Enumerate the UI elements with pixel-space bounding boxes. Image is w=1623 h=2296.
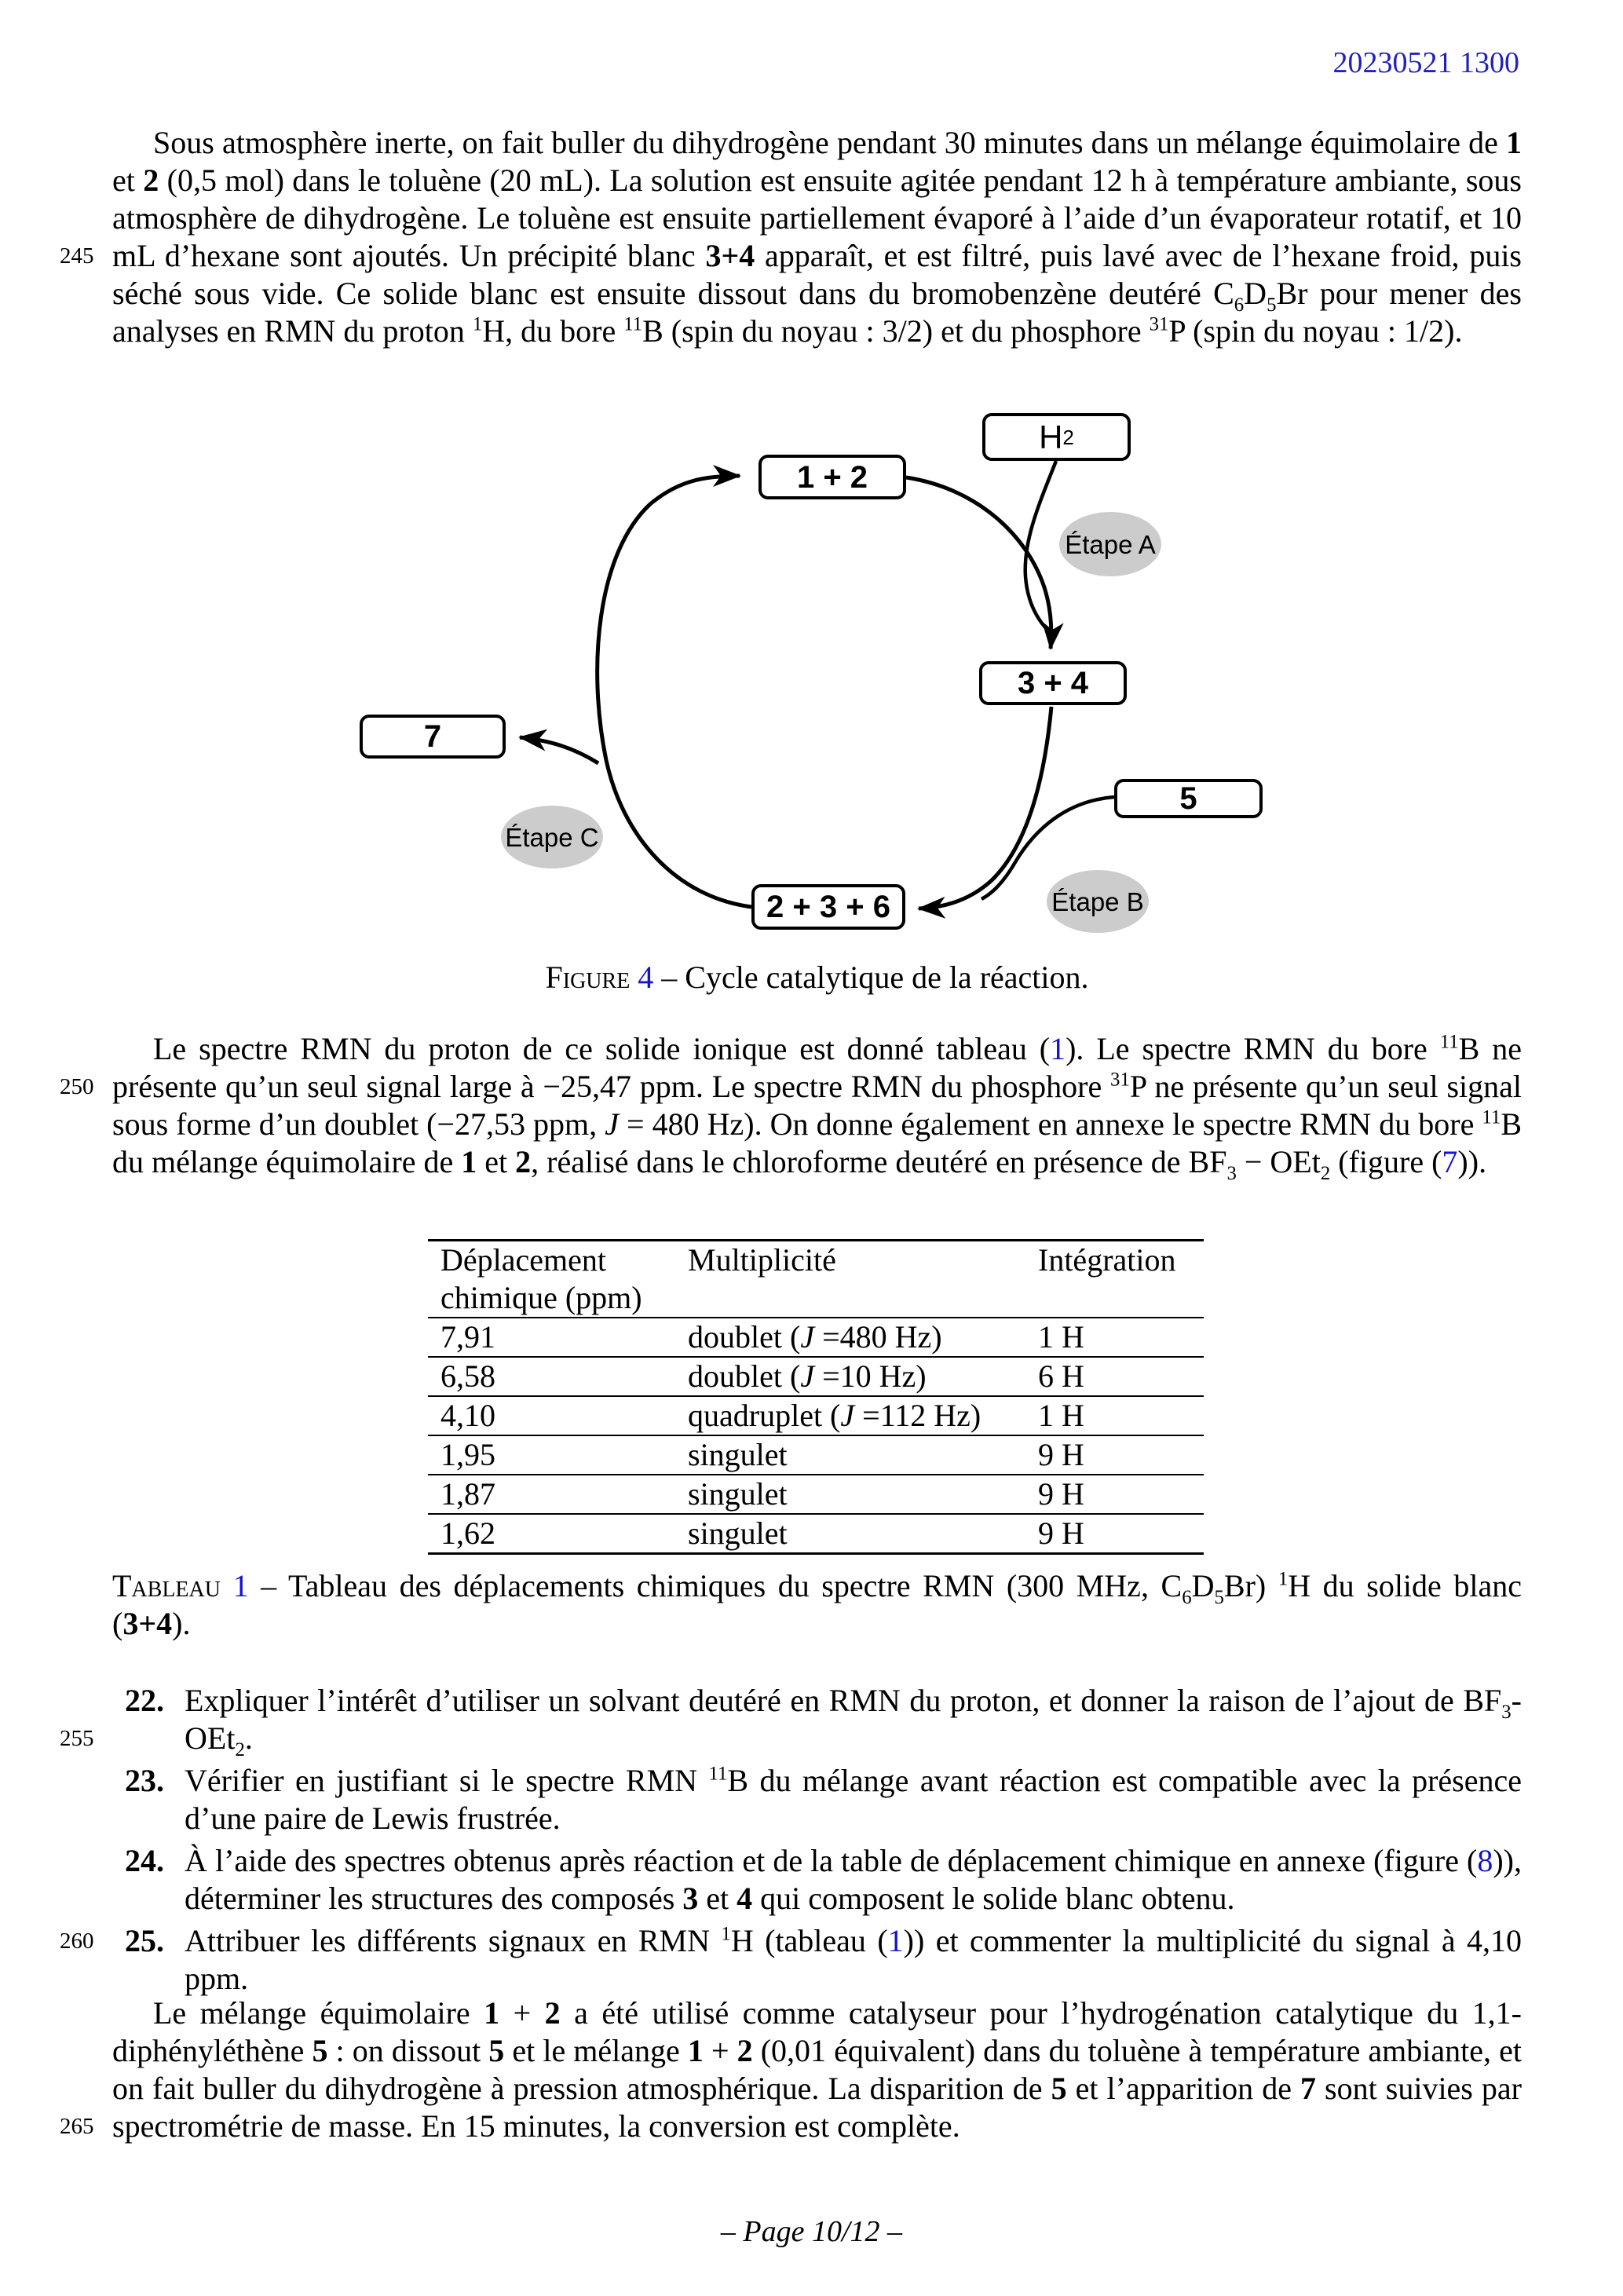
node-5: 5 xyxy=(1114,779,1263,818)
cell-integration: 9 H xyxy=(1038,1437,1084,1472)
question-item xyxy=(112,1842,1522,1918)
cell-shift: 6,58 xyxy=(440,1358,495,1394)
text-segment: 3 xyxy=(1226,1163,1237,1184)
text-segment: 2 xyxy=(143,163,159,198)
label-etape-b: Étape B xyxy=(1047,870,1149,933)
text-segment: 1 xyxy=(1278,1568,1289,1590)
column-header-multiplicity: Multiplicité xyxy=(688,1242,836,1278)
cell-shift: 1,95 xyxy=(440,1437,495,1472)
text-segment: 31 xyxy=(1149,313,1169,335)
text-segment: J xyxy=(605,1106,619,1142)
text-segment: J xyxy=(800,1319,815,1355)
paragraph-nmr-results: Le spectre RMN du proton de ce solide ionique est donné tableau (1). Le spectre RMN du bore $^{11}$B ne présente qu’un seul signal large à −25,47 ppm. Le spectre RMN du phosphore $^{31}$P ne présente qu’un seul signal sous forme d’un doublet (−27,53 ppm, J = 480 Hz). On donne également en annexe le spectre RMN du bore $^{11}$B du mélange équimolaire de 1 et 2, réalisé dans le chloroforme deutéré en présence de $BF_3 - OEt_2$ (figure (7)). xyxy=(112,1031,1522,1184)
table-row xyxy=(428,1357,1204,1396)
ref-link[interactable]: 7 xyxy=(1442,1144,1458,1179)
text-segment: J xyxy=(800,1358,815,1394)
node-2-plus-3-plus-6: 2 + 3 + 6 xyxy=(751,884,905,930)
text-segment: 5 xyxy=(488,2033,505,2068)
ref-link[interactable]: 8 xyxy=(1477,1843,1493,1878)
header-date-code: 20230521 1300 xyxy=(1332,46,1519,79)
table-caption: Tableau 1 – Tableau des déplacements chimiques du spectre RMN (300 MHz, $C_6D_5Br$) $^1$H du solide blanc (3+4). xyxy=(112,1568,1522,1641)
text-segment: 1 xyxy=(472,313,483,335)
page-footer: – Page 10/12 – xyxy=(720,2215,903,2248)
question-text: Attribuer les différents signaux en RMN $^1$H (tableau (1)) et commenter la multiplicité du signal à 4,10 ppm. xyxy=(185,1923,1522,1996)
text-segment: 11 xyxy=(1482,1106,1501,1128)
cell-integration: 1 H xyxy=(1038,1398,1084,1433)
node-3-plus-4: 3 + 4 xyxy=(979,661,1127,705)
cell-multiplicity: doublet (J =10 Hz) xyxy=(688,1358,927,1394)
question-item xyxy=(112,1922,1522,1998)
node-h2: H 2 xyxy=(982,413,1131,461)
cell-multiplicity: doublet (J =480 Hz) xyxy=(688,1319,942,1355)
cell-multiplicity: singulet xyxy=(688,1476,788,1512)
ref-link[interactable]: 1 xyxy=(232,1568,249,1603)
margin-line-number: 260 xyxy=(60,1929,94,1954)
text-segment: 5 xyxy=(1051,2071,1067,2106)
arrow-cycle-left xyxy=(598,476,751,907)
text-segment: 2 xyxy=(1320,1163,1331,1184)
paragraph-hydrogenation: Le mélange équimolaire 1 + 2 a été utilisé comme catalyseur pour l’hydrogénation catalytique du 1,1-diphényléthène 5 : on dissout 5 et le mélange 1 + 2 (0,01 équivalent) dans du toluène à température ambiante, et on fait buller du dihydrogène à pression atmosphérique. La disparition de 5 et l’apparition de 7 sont suivies par spectrométrie de masse. En 15 minutes, la conversion est complète. xyxy=(112,1995,1522,2144)
cell-integration: 6 H xyxy=(1038,1358,1084,1394)
cell-shift: 7,91 xyxy=(440,1319,495,1355)
text-segment: 2 xyxy=(544,1995,561,2031)
node-1-plus-2: 1 + 2 xyxy=(758,455,906,499)
text-segment: 31 xyxy=(1110,1069,1130,1091)
margin-line-number: 250 xyxy=(60,1074,94,1099)
text-segment: 4 xyxy=(737,1881,753,1916)
text-segment: 1 xyxy=(461,1144,477,1179)
question-text: Expliquer l’intérêt d’utiliser un solvant deutéré en RMN du proton, et donner la raison de l’ajout de $BF_3-OEt_2$. xyxy=(185,1683,1522,1760)
cell-multiplicity: singulet xyxy=(688,1515,788,1551)
cell-integration: 1 H xyxy=(1038,1319,1084,1355)
node-7: 7 xyxy=(360,715,506,759)
cell-multiplicity: quadruplet (J =112 Hz) xyxy=(688,1398,981,1433)
question-number: 24. xyxy=(125,1843,164,1878)
cell-shift: 1,87 xyxy=(440,1476,495,1512)
arrow-etape-b xyxy=(919,707,1051,909)
table-header-row xyxy=(428,1241,1204,1318)
table-row xyxy=(428,1514,1204,1554)
cell-integration: 9 H xyxy=(1038,1476,1084,1512)
table-row xyxy=(428,1435,1204,1475)
nmr-shift-table xyxy=(428,1239,1204,1555)
margin-line-number: 265 xyxy=(60,2114,94,2139)
ref-link[interactable]: 1 xyxy=(887,1923,904,1958)
question-item xyxy=(112,1762,1522,1837)
cell-integration: 9 H xyxy=(1038,1515,1084,1551)
ref-link[interactable]: 4 xyxy=(638,960,654,995)
question-list xyxy=(112,1682,1522,2002)
column-header-integration: Intégration xyxy=(1038,1242,1176,1278)
text-segment: 11 xyxy=(623,313,643,335)
text-segment: 3+4 xyxy=(122,1606,173,1641)
table-row xyxy=(428,1318,1204,1357)
arrow-h2-feed xyxy=(1025,461,1056,628)
cell-shift: 4,10 xyxy=(440,1398,495,1433)
margin-line-number: 245 xyxy=(60,243,94,269)
label-etape-a: Étape A xyxy=(1059,512,1161,576)
arrow-to-7 xyxy=(520,737,598,763)
text-segment: Figure xyxy=(545,960,631,995)
margin-line-number: 255 xyxy=(60,1726,94,1751)
cell-shift: 1,62 xyxy=(440,1515,495,1551)
text-segment: 5 xyxy=(1267,294,1277,316)
text-segment: 1 xyxy=(1506,125,1522,160)
cell-multiplicity: singulet xyxy=(688,1437,788,1472)
text-segment: 2 xyxy=(515,1144,532,1179)
text-segment: 11 xyxy=(708,1763,728,1785)
text-segment: 5 xyxy=(1214,1587,1224,1608)
text-segment: 1 xyxy=(721,1923,731,1945)
table-body xyxy=(428,1318,1204,1554)
text-segment: 2 xyxy=(737,2033,753,2068)
question-text: Vérifier en justifiant si le spectre RMN $^{11}$B du mélange avant réaction est compatible avec la présence d’une paire de Lewis frustrée. xyxy=(185,1763,1522,1836)
question-number: 23. xyxy=(125,1763,164,1798)
question-item xyxy=(112,1682,1522,1760)
text-segment: 11 xyxy=(1439,1031,1459,1053)
ref-link[interactable]: 1 xyxy=(1050,1031,1066,1066)
figure-caption: Figure 4 – Cycle catalytique de la réaction. xyxy=(545,960,1089,995)
text-segment: 6 xyxy=(1234,294,1245,316)
paragraph-synthesis: Sous atmosphère inerte, on fait buller du dihydrogène pendant 30 minutes dans un mélange équimolaire de 1 et 2 (0,5 mol) dans le toluène (20 mL). La solution est ensuite agitée pendant 12 h à température ambiante, sous atmosphère de dihydrogène. Le toluène est ensuite partiellement évaporé à l’aide d’un évaporateur rotatif, et 10 mL d’hexane sont ajoutés. Un précipité blanc 3+4 apparaît, et est filtré, puis lavé avec de l’hexane froid, puis séché sous vide. Ce solide blanc est ensuite dissout dans du bromobenzène deutéré $C_6D_5Br$ pour mener des analyses en RMN du proton $^1$H, du bore $^{11}$B (spin du noyau : 3/2) et du phosphore $^{31}$P (spin du noyau : 1/2). xyxy=(112,125,1522,349)
table-row xyxy=(428,1475,1204,1514)
text-segment: 1 xyxy=(687,2033,704,2068)
text-segment: Tableau xyxy=(112,1568,221,1603)
table-row xyxy=(428,1396,1204,1435)
question-number: 22. xyxy=(125,1683,164,1718)
text-segment: 5 xyxy=(312,2033,328,2068)
text-segment: 2 xyxy=(235,1739,245,1760)
text-segment: 1 xyxy=(484,1995,500,2031)
text-segment: 3 xyxy=(1501,1702,1512,1723)
arrow-etape-a xyxy=(906,477,1051,649)
text-segment: 3 xyxy=(682,1881,699,1916)
text-segment: 7 xyxy=(1300,2071,1316,2106)
label-etape-c: Étape C xyxy=(501,806,603,868)
text-segment: J xyxy=(840,1398,855,1433)
text-segment: 3+4 xyxy=(705,238,755,273)
question-number: 25. xyxy=(125,1923,164,1958)
question-text: À l’aide des spectres obtenus après réaction et de la table de déplacement chimique en annexe (figure (8)), déterminer les structures des composés 3 et 4 qui composent le solide blanc obtenu. xyxy=(185,1843,1522,1916)
column-header-shift: Déplacement chimique (ppm) xyxy=(440,1242,642,1315)
text-segment: 6 xyxy=(1182,1587,1192,1608)
